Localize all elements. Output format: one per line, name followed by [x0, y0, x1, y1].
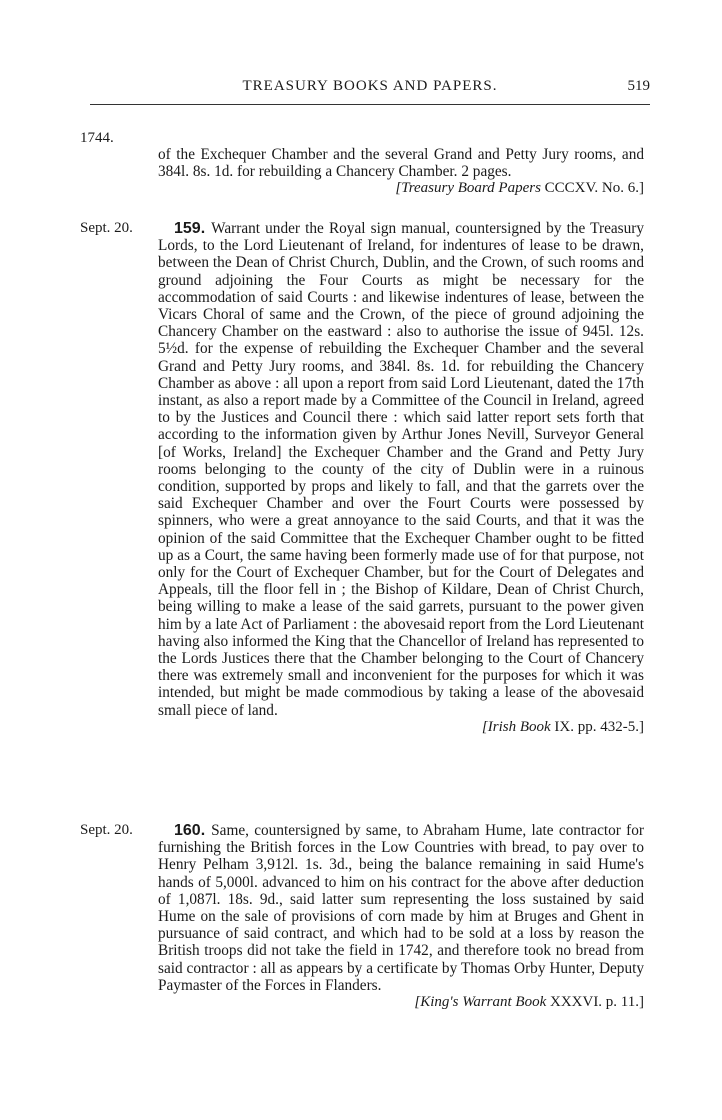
running-header — [90, 78, 650, 104]
ref-source: King's Warrant Book — [420, 994, 547, 1011]
ref-source: Treasury Board Papers — [401, 180, 541, 197]
running-title: TREASURY BOOKS AND PAPERS. — [242, 78, 498, 94]
entry-160-body — [158, 822, 644, 994]
ref-location: XXXVI. p. 11.] — [546, 994, 644, 1011]
page-number: 519 — [627, 78, 650, 94]
entry-159 — [158, 220, 644, 736]
ref-bracket: [ — [481, 718, 488, 735]
entry-continuation-text: of the Exchequer Chamber and the several Grand and Petty Jury rooms, and 384l. 8s. 1d. for rebuilding a Chancery Chamber. 2 pages. — [158, 146, 644, 181]
margin-date-160: Sept. 20. — [80, 822, 133, 838]
entry-160-reference — [158, 994, 644, 1011]
ref-location: CCCXV. No. 6.] — [540, 180, 644, 197]
ref-bracket: [ — [414, 994, 421, 1011]
entry-159-reference — [158, 719, 644, 736]
ref-source: Irish Book — [487, 718, 551, 735]
entry-160-number: 160. — [174, 822, 206, 839]
entry-159-number: 159. — [174, 220, 206, 237]
entry-159-body — [158, 220, 644, 719]
entry-160 — [158, 822, 644, 1011]
margin-year: 1744. — [80, 130, 114, 146]
ref-location: IX. pp. 432-5.] — [550, 718, 644, 735]
entry-160-text: Same, countersigned by same, to Abraham Hume, late contractor for furnishing the British forces in the Low Countries with bread, to pay over to Henry Pelham 3,912l. 1s. 3d., being the balance remaining in said Hume's hands of 5,000l. advanced to him on his contract for the above after deduction of 1,087l. 18s. 9d., said latter sum representing the loss sustained by said Hume on the sale of provisions of corn made by him at Bruges and Ghent in pursuance of said contract, and which had to be sold at a loss by reason the British troops did not take the field in 1742, and therefore took no bread from said contractor : all as appears by a certificate by Thomas Orby Hunter, Deputy Paymaster of the Forces in Flanders. — [158, 822, 644, 994]
margin-date-159: Sept. 20. — [80, 220, 133, 236]
header-rule — [90, 104, 650, 105]
entry-159-text: Warrant under the Royal sign manual, countersigned by the Treasury Lords, to the Lord Lieutenant of Ireland, for indentures of lease to be drawn, between the Dean of Christ Church, Dublin, and the Crown, of such rooms and ground adjoining the Four Courts as might be necessary for the accommodation of said Courts : and likewise indentures of lease, between the Vicars Choral of same and the Crown, of the piece of ground adjoining the Chancery Chamber on the eastward : also to authorise the issue of 945l. 12s. 5½d. for the expense of rebuilding the Exchequer Chamber and the several Grand and Petty Jury rooms, and 384l. 8s. 1d. for rebuilding the Chancery Chamber as above : all upon a report from said Lord Lieutenant, dated the 17th instant, as also a report made by a Committee of the Council in Ireland, agreed to by the Justices and Council there : which said latter report sets forth that according to the information given by Arthur Jones Nevill, Surveyor General [of Works, Ireland] the Exchequer Chamber and the Grand and Petty Jury rooms belonging to the county of the city of Dublin were in a ruinous condition, supported by props and likely to fall, and that the garrets over the said Exchequer Chamber and over the Fourt Courts were possessed by spinners, who were a great annoyance to the said Courts, and that it was the opinion of the said Committee that the Exchequer Chamber ought to be fitted up as a Court, the same having been formerly made use of for that purpose, not only for the Court of Exchequer Chamber, but for the Court of Delegates and Appeals, till the floor fell in ; the Bishop of Kildare, Dean of Christ Church, being willing to make a lease of the said garrets, pursuant to the power given him by a late Act of Parliament : the abovesaid report from the Lord Lieutenant having also informed the King that the Chancellor of Ireland has represented to the Lords Justices there that the Chamber belonging to the Court of Chancery there was extremely small and inconvenient for the purposes for which it was intended, but might be made commodious by taking a lease of the abovesaid small piece of land. — [158, 220, 644, 719]
entry-continuation-reference — [158, 180, 644, 197]
ref-bracket: [ — [395, 180, 402, 197]
entry-continuation — [158, 146, 644, 198]
